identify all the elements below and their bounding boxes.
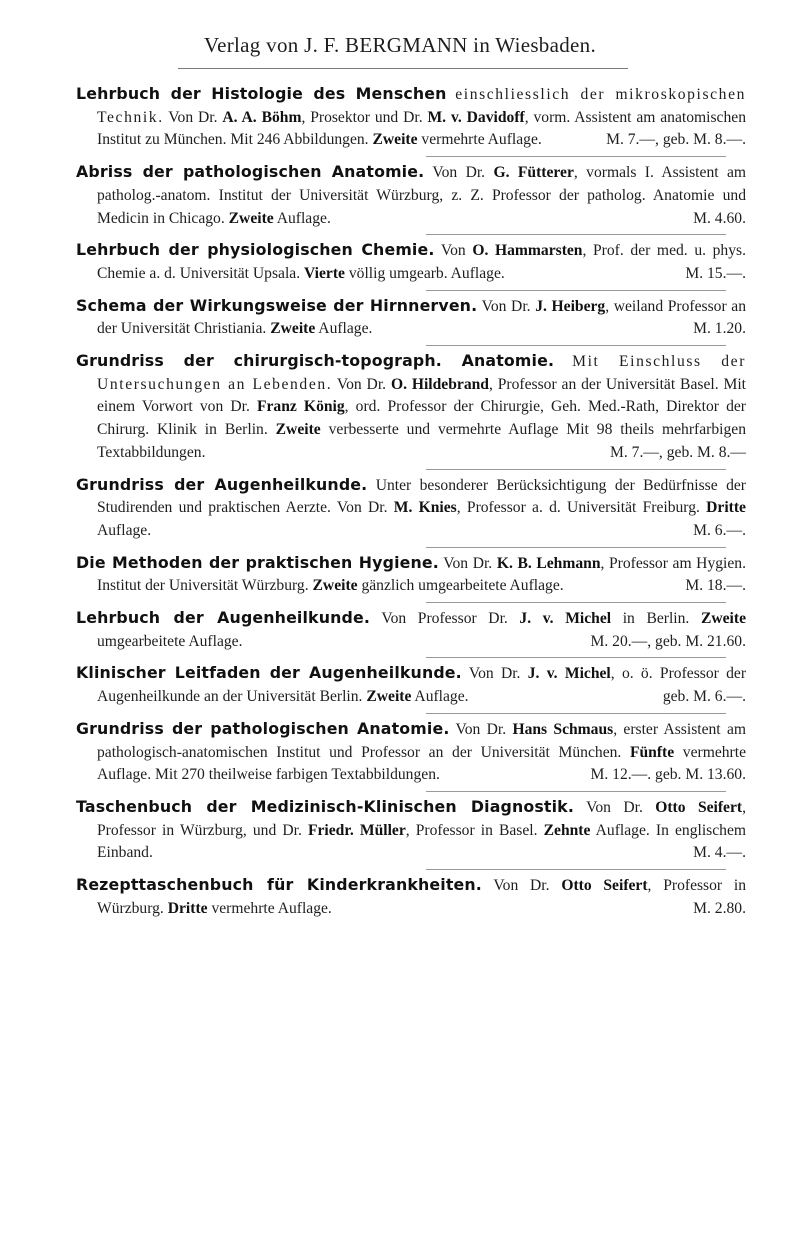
author-name: Friedr. Müller <box>307 821 406 839</box>
entry-text: Von Dr. <box>477 297 536 315</box>
book-price: M. 4.—. <box>693 844 746 862</box>
entry-text: , Prof. der med. u. phys. Chemie a. d. Universität Upsala. <box>97 242 746 282</box>
entry-text: Auflage. <box>315 320 373 338</box>
edition-label: Dritte <box>706 499 746 517</box>
publisher-header: Verlag von J. F. BERGMANN in Wiesbaden. <box>203 33 596 57</box>
author-name: A. A. Böhm <box>222 108 302 126</box>
book-entry <box>76 607 746 653</box>
book-entry <box>76 552 746 598</box>
entry-text: Auflage. <box>411 688 469 706</box>
entry-text: Von Dr. <box>438 554 497 572</box>
entry-text: Von Dr. <box>449 720 513 738</box>
book-title: Die Methoden der praktischen Hygiene. <box>76 552 439 572</box>
book-title: Taschenbuch der Medizinisch-Klinischen Diagnostik. <box>76 796 574 816</box>
entry-text: , o. ö. Professor der Augenheilkunde an der Universität Berlin. <box>97 665 747 706</box>
entry-text: Von Dr. <box>481 877 562 895</box>
entry-text: vermehrte Auflage. Mit 270 theilweise farbigen Textabbildungen. <box>97 743 747 784</box>
book-price: M. 7.—, geb. M. 8.— <box>609 443 746 461</box>
entry-text: völlig umgearb. Auflage. <box>344 264 505 282</box>
book-title: Grundriss der chirurgisch-topograph. Anatomie. <box>76 351 555 371</box>
book-title: Klinischer Leitfaden der Augenheilkunde. <box>76 663 462 683</box>
book-entry <box>76 350 746 465</box>
book-price: M. 15.—. <box>685 264 746 282</box>
author-name: G. Fütterer <box>493 164 574 182</box>
entry-text: , Professor a. d. Universität Freiburg. <box>456 499 707 517</box>
book-price: M. 4.60. <box>693 209 746 227</box>
book-price: M. 6.—. <box>693 521 746 539</box>
author-name: Hans Schmaus <box>512 720 614 738</box>
entry-text: , weiland Professor an der Universität Christiania. <box>97 297 746 338</box>
book-list <box>76 83 746 921</box>
author-name: Franz König <box>256 398 345 416</box>
entry-text: , Professor in Würzburg. <box>97 877 747 917</box>
edition-label: Zweite <box>700 610 746 628</box>
edition-label: Vierte <box>304 264 345 282</box>
edition-label: Zehnte <box>543 821 591 839</box>
book-title: Grundriss der pathologischen Anatomie. <box>76 718 450 738</box>
entry-text: verbesserte und vermehrte Auflage Mit 98 theils mehrfarbigen Textabbildungen. <box>97 421 747 461</box>
book-title: Rezepttaschenbuch für Kinderkrankheiten. <box>76 875 482 895</box>
book-price: M. 7.—, geb. M. 8.—. <box>606 131 746 149</box>
book-price: M. 12.—. geb. M. 13.60. <box>590 766 746 784</box>
book-title: Schema der Wirkungsweise der Hirnnerven. <box>76 295 478 315</box>
entry-text: Von Dr. <box>461 665 528 683</box>
author-name: O. Hammarsten <box>472 242 583 260</box>
book-price: M. 20.—, geb. M. 21.60. <box>590 632 746 650</box>
entry-text: Unter besonderer Berücksichtigung der Bedürfnisse der Studirenden und praktischen Aerzte. Von Dr. <box>97 476 746 517</box>
author-name: Otto Seifert <box>655 798 743 816</box>
edition-label: Zweite <box>312 577 358 595</box>
book-entry <box>76 295 746 341</box>
entry-text: , Professor in Basel. <box>405 821 544 839</box>
entry-text: Von Dr. <box>332 375 391 393</box>
author-name: K. B. Lehmann <box>496 554 601 572</box>
book-subtitle: Mit Einschluss der Untersuchungen an Lebenden. <box>97 353 746 393</box>
entry-text: gänzlich umgearbeitete Auflage. <box>357 577 564 595</box>
book-price: M. 2.80. <box>693 899 746 917</box>
book-subtitle: einschliesslich der mikroskopischen Technik. <box>97 86 746 126</box>
entry-text: vermehrte Auflage. <box>417 131 542 149</box>
book-title: Abriss der pathologischen Anatomie. <box>76 162 425 182</box>
entry-text: , erster Assistent am pathologisch-anatomischen Institut und Professor an der Universität München. <box>97 720 746 761</box>
entry-text: Auflage. <box>97 521 152 539</box>
author-name: J. v. Michel <box>519 610 612 628</box>
entry-text: Von Dr. <box>163 108 223 126</box>
entry-text: , Professor an der Universität Basel. Mit einem Vorwort von Dr. <box>97 375 747 416</box>
entry-text: Auflage. <box>273 209 331 227</box>
entry-text: , vormals I. Assistent am patholog.-anatom. Institut der Universität Würzburg, z. Z. Professor der patholog. Anatomie und Medicin in Chicago. <box>97 164 747 227</box>
book-entry <box>76 796 746 865</box>
book-title: Lehrbuch der Augenheilkunde. <box>76 608 370 628</box>
edition-label: Zweite <box>372 131 418 149</box>
entry-text: , Professor in Würzburg, und Dr. <box>97 798 746 839</box>
entry-text: , vorm. Assistent am anatomischen Institut zu München. Mit 246 Abbildungen. <box>97 108 746 149</box>
author-name: M. Knies <box>393 499 457 517</box>
entry-text: , Prosektor und Dr. <box>301 108 428 126</box>
book-price: geb. M. 6.—. <box>662 688 746 706</box>
book-title: Lehrbuch der physiologischen Chemie. <box>76 240 435 260</box>
edition-label: Fünfte <box>629 743 675 761</box>
edition-label: Dritte <box>167 899 208 917</box>
entry-text: vermehrte Auflage. <box>207 899 332 917</box>
book-entry <box>76 474 746 543</box>
book-price: M. 18.—. <box>685 577 746 595</box>
header-rule <box>178 68 628 69</box>
book-entry <box>76 239 746 285</box>
entry-text: Von <box>434 242 473 260</box>
edition-label: Zweite <box>366 688 412 706</box>
entry-text: Von Professor Dr. <box>369 610 520 628</box>
entry-text: Von Dr. <box>574 798 656 816</box>
book-entry <box>76 874 746 920</box>
entry-text: umgearbeitete Auflage. <box>97 632 243 650</box>
book-title: Lehrbuch der Histologie des Menschen <box>76 84 447 103</box>
edition-label: Zweite <box>228 209 274 227</box>
author-name: M. v. Davidoff <box>427 108 525 126</box>
author-name: Otto Seifert <box>561 877 648 895</box>
book-price: M. 1.20. <box>693 320 746 338</box>
author-name: O. Hildebrand <box>390 375 489 393</box>
book-entry <box>76 161 746 230</box>
author-name: J. v. Michel <box>527 665 611 683</box>
author-name: J. Heiberg <box>535 297 606 315</box>
book-entry <box>76 718 746 787</box>
entry-text: , Professor am Hygien. Institut der Universität Würzburg. <box>97 554 746 595</box>
edition-label: Zweite <box>270 320 316 338</box>
book-title: Grundriss der Augenheilkunde. <box>76 474 368 494</box>
entry-text: Auflage. In englischem Einband. <box>97 821 746 862</box>
edition-label: Zweite <box>275 421 321 439</box>
entry-text: , ord. Professor der Chirurgie, Geh. Med.-Rath, Direktor der Chirurg. Klinik in Berlin. <box>97 398 746 439</box>
book-entry <box>76 83 746 152</box>
entry-text: in Berlin. <box>611 610 701 628</box>
book-entry <box>76 662 746 708</box>
entry-text: Von Dr. <box>424 164 494 182</box>
